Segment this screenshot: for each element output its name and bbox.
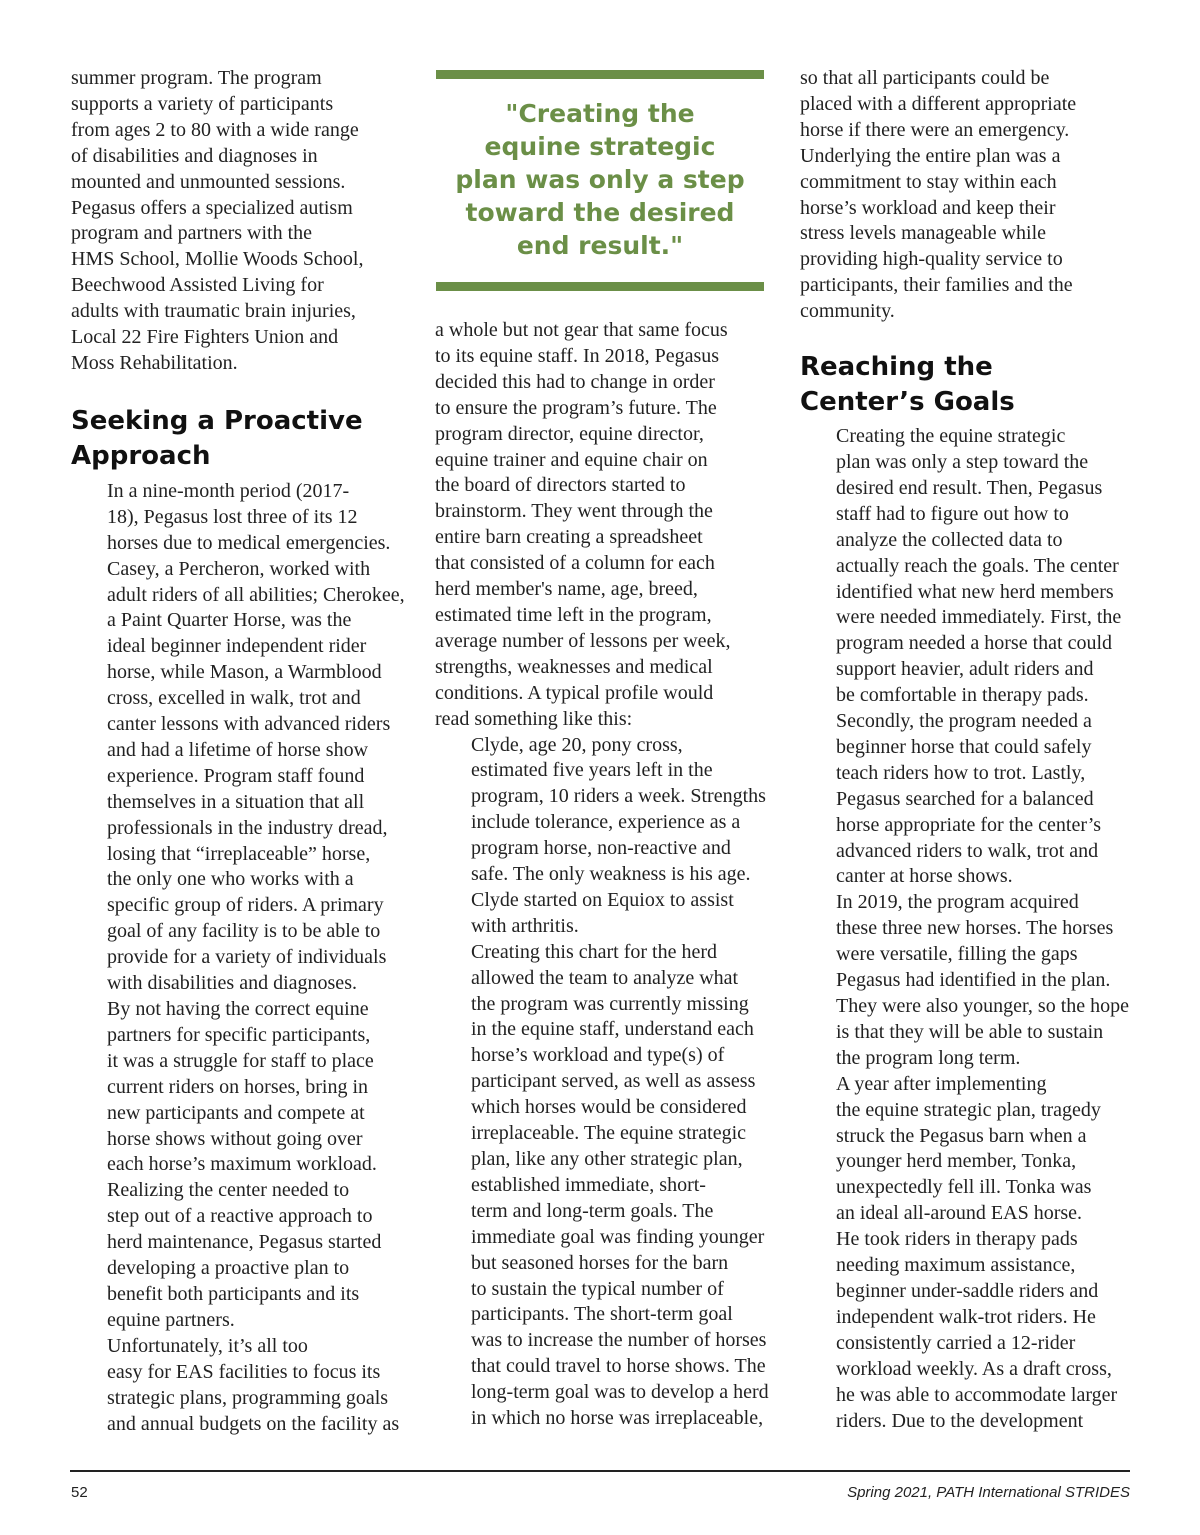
text-line: read something like this: — [435, 707, 633, 730]
text-line: to its equine staff. In 2018, Pegasus — [435, 344, 720, 367]
text-line: providing high-quality service to — [800, 248, 1063, 271]
text-line: and had a lifetime of horse show — [107, 738, 369, 761]
text-line: term and long-term goals. The — [471, 1199, 714, 1222]
text-line: estimated five years left in the — [471, 759, 713, 782]
text-line: program horse, non-reactive and — [471, 837, 731, 860]
text-line: allowed the team to analyze what — [471, 966, 739, 989]
text-line: partners for specific participants, — [107, 1023, 371, 1046]
text-line: Center’s Goals — [800, 387, 1015, 418]
text-line: plan was only a step — [455, 165, 745, 194]
text-line: Underlying the entire plan was a — [800, 144, 1061, 167]
text-line: They were also younger, so the hope — [836, 995, 1129, 1017]
text-line: participant served, as well as assess — [471, 1070, 756, 1093]
text-line: actually reach the goals. The center — [836, 554, 1119, 577]
text-line: it was a struggle for staff to place — [107, 1049, 374, 1072]
text-line: horse shows without going over — [107, 1127, 363, 1150]
text-line: with arthritis. — [471, 914, 579, 937]
section-heading-reaching-goals — [800, 350, 1140, 420]
text-line: program, 10 riders a week. Strengths — [471, 785, 766, 808]
text-line: community. — [800, 300, 895, 323]
text-line: average number of lessons per week, — [435, 629, 731, 652]
text-line: Secondly, the program needed a — [836, 710, 1092, 733]
text-line: staff had to figure out how to — [836, 502, 1069, 525]
text-line: were needed immediately. First, the — [836, 606, 1122, 629]
pullquote — [436, 97, 764, 262]
text-line: stress levels manageable while — [800, 222, 1047, 245]
text-line: specific group of riders. A primary — [107, 894, 384, 917]
text-line: mounted and unmounted sessions. — [71, 170, 346, 193]
page-number: 52 — [71, 1484, 88, 1501]
text-line: these three new horses. The horses — [836, 917, 1114, 940]
text-line: analyze the collected data to — [836, 528, 1063, 551]
text-line: the only one who works with a — [107, 868, 354, 891]
text-line: Clyde, age 20, pony cross, — [471, 733, 683, 756]
text-line: equine partners. — [107, 1308, 235, 1331]
text-line: cross, excelled in walk, trot and — [107, 687, 361, 710]
text-line: in the equine staff, understand each — [471, 1018, 754, 1041]
text-line: horses due to medical emergencies. — [107, 531, 391, 554]
paragraph — [800, 890, 1140, 1071]
text-line: consistently carried a 12-rider — [836, 1331, 1076, 1354]
text-line: Moss Rehabilitation. — [71, 351, 238, 374]
text-line: of disabilities and diagnoses in — [71, 144, 318, 167]
text-line: which horses would be considered — [471, 1096, 747, 1119]
text-line: Pegasus searched for a balanced — [836, 787, 1094, 810]
footer-rule — [70, 1470, 1130, 1472]
text-line: canter lessons with advanced riders — [107, 713, 391, 736]
text-line: that could travel to horse shows. The — [471, 1355, 766, 1378]
text-line: support heavier, adult riders and — [836, 658, 1094, 681]
text-line: entire barn creating a spreadsheet — [435, 526, 703, 549]
text-line: program and partners with the — [71, 222, 313, 245]
text-line: losing that “irreplaceable” horse, — [107, 842, 371, 865]
text-line: the program was currently missing — [471, 992, 749, 1015]
text-line: workload weekly. As a draft cross, — [836, 1357, 1112, 1380]
text-line: adults with traumatic brain injuries, — [71, 300, 356, 323]
text-line: conditions. A typical profile would — [435, 681, 714, 704]
text-line: include tolerance, experience as a — [471, 811, 741, 834]
text-line: needing maximum assistance, — [836, 1254, 1076, 1277]
article-column-3 — [800, 66, 1140, 1434]
text-line: Reaching the — [800, 352, 993, 383]
text-line: is that they will be able to sustain — [836, 1020, 1104, 1043]
text-line: immediate goal was finding younger — [471, 1225, 765, 1248]
text-line: established immediate, short- — [471, 1173, 706, 1196]
text-line: Pegasus offers a specialized autism — [71, 196, 353, 219]
text-line: participants. The short-term goal — [471, 1303, 733, 1326]
text-line: strengths, weaknesses and medical — [435, 655, 713, 678]
text-line: Clyde started on Equiox to assist — [471, 888, 734, 911]
paragraph — [71, 1334, 411, 1438]
paragraph — [435, 940, 775, 1432]
text-line: current riders on horses, bring in — [107, 1075, 369, 1098]
text-line: ideal beginner independent rider — [107, 635, 367, 658]
text-line: new participants and compete at — [107, 1101, 365, 1124]
text-line: to ensure the program’s future. The — [435, 396, 717, 419]
issue-credit: Spring 2021, PATH International STRIDES — [847, 1484, 1130, 1501]
text-line: Creating this chart for the herd — [471, 940, 718, 963]
text-line: horse’s workload and type(s) of — [471, 1044, 725, 1067]
text-line: but seasoned horses for the barn — [471, 1251, 729, 1274]
text-line: 18), Pegasus lost three of its 12 — [107, 505, 358, 528]
text-line: herd maintenance, Pegasus started — [107, 1231, 382, 1254]
text-line: benefit both participants and its — [107, 1282, 360, 1305]
text-line: was to increase the number of horses — [471, 1329, 767, 1352]
text-line: A year after implementing — [836, 1072, 1047, 1095]
text-line: that consisted of a column for each — [435, 552, 715, 575]
text-line: from ages 2 to 80 with a wide range — [71, 118, 359, 141]
text-line: strategic plans, programming goals — [107, 1386, 389, 1409]
text-line: beginner horse that could safely — [836, 735, 1092, 758]
article-column-2 — [435, 318, 775, 1432]
text-line: program needed a horse that could — [836, 632, 1113, 655]
text-line: Seeking a Proactive — [71, 405, 363, 436]
text-line: experience. Program staff found — [107, 764, 365, 787]
text-line: Casey, a Percheron, worked with — [107, 557, 371, 580]
text-line: He took riders in therapy pads — [836, 1228, 1078, 1251]
paragraph — [800, 1072, 1140, 1435]
text-line: step out of a reactive approach to — [107, 1205, 373, 1228]
text-line: Local 22 Fire Fighters Union and — [71, 326, 339, 349]
text-line: teach riders how to trot. Lastly, — [836, 761, 1086, 784]
text-line: each horse’s maximum workload. — [107, 1153, 377, 1176]
paragraph-profile-example — [435, 733, 775, 940]
text-line: Unfortunately, it’s all too — [107, 1334, 308, 1357]
text-line: brainstorm. They went through the — [435, 500, 713, 523]
text-line: HMS School, Mollie Woods School, — [71, 248, 364, 271]
text-line: a whole but not gear that same focus — [435, 319, 728, 341]
text-line: end result." — [516, 231, 684, 260]
text-line: so that all participants could be — [800, 67, 1050, 89]
text-line: he was able to accommodate larger — [836, 1383, 1118, 1406]
text-line: were versatile, filling the gaps — [836, 943, 1078, 966]
text-line: in which no horse was irreplaceable, — [471, 1407, 764, 1430]
text-line: In a nine-month period (2017- — [107, 479, 350, 502]
text-line: herd member's name, age, breed, — [435, 578, 698, 601]
text-line: horse if there were an emergency. — [800, 118, 1070, 141]
text-line: professionals in the industry dread, — [107, 816, 388, 839]
text-line: beginner under-saddle riders and — [836, 1279, 1099, 1302]
text-line: goal of any facility is to be able to — [107, 920, 381, 943]
text-line: unexpectedly fell ill. Tonka was — [836, 1176, 1092, 1199]
paragraph — [71, 479, 411, 1334]
paragraph-intro — [800, 66, 1140, 325]
text-line: to sustain the typical number of — [471, 1277, 724, 1300]
text-line: horse’s workload and keep their — [800, 196, 1056, 219]
text-line: identified what new herd members — [836, 580, 1114, 603]
text-line: Approach — [71, 440, 211, 471]
text-line: toward the desired — [465, 198, 735, 227]
text-line: Pegasus had identified in the plan. — [836, 969, 1111, 992]
text-line: developing a proactive plan to — [107, 1257, 350, 1280]
text-line: supports a variety of participants — [71, 92, 334, 115]
text-line: summer program. The program — [71, 67, 322, 89]
text-line: riders. Due to the development — [836, 1409, 1084, 1432]
text-line: struck the Pegasus barn when a — [836, 1124, 1087, 1147]
text-line: Realizing the center needed to — [107, 1179, 350, 1202]
text-line: participants, their families and the — [800, 274, 1073, 297]
article-column-1 — [71, 66, 411, 1437]
text-line: Beechwood Assisted Living for — [71, 274, 324, 297]
text-line: provide for a variety of individuals — [107, 946, 387, 969]
text-line: the equine strategic plan, tragedy — [836, 1098, 1101, 1121]
text-line: long-term goal was to develop a herd — [471, 1381, 769, 1404]
text-line: the program long term. — [836, 1046, 1021, 1069]
text-line: adult riders of all abilities; Cherokee, — [107, 583, 405, 606]
text-line: horse, while Mason, a Warmblood — [107, 661, 382, 684]
text-line: By not having the correct equine — [107, 998, 369, 1020]
section-heading-proactive-approach — [71, 404, 411, 474]
pullquote-bottom-rule — [436, 282, 764, 291]
text-line: with disabilities and diagnoses. — [107, 972, 357, 995]
text-line: "Creating the — [505, 99, 695, 128]
text-line: horse appropriate for the center’s — [836, 813, 1102, 836]
paragraph — [435, 318, 775, 733]
text-line: younger herd member, Tonka, — [836, 1150, 1077, 1173]
text-line: irreplaceable. The equine strategic — [471, 1122, 747, 1145]
text-line: advanced riders to walk, trot and — [836, 839, 1099, 862]
text-line: Creating the equine strategic — [836, 425, 1066, 448]
paragraph-intro — [71, 66, 411, 377]
text-line: plan, like any other strategic plan, — [471, 1148, 743, 1170]
text-line: be comfortable in therapy pads. — [836, 684, 1089, 707]
text-line: decided this had to change in order — [435, 370, 715, 393]
text-line: easy for EAS facilities to focus its — [107, 1360, 381, 1383]
text-line: program director, equine director, — [435, 422, 704, 445]
text-line: plan was only a step toward the — [836, 450, 1089, 473]
text-line: themselves in a situation that all — [107, 790, 365, 813]
text-line: an ideal all-around EAS horse. — [836, 1202, 1083, 1225]
paragraph — [800, 424, 1140, 890]
text-line: equine strategic — [484, 132, 716, 161]
text-line: estimated time left in the program, — [435, 603, 712, 626]
text-line: a Paint Quarter Horse, was the — [107, 609, 352, 632]
text-line: placed with a different appropriate — [800, 92, 1077, 115]
text-line: In 2019, the program acquired — [836, 891, 1079, 914]
text-line: equine trainer and equine chair on — [435, 448, 708, 471]
text-line: desired end result. Then, Pegasus — [836, 476, 1103, 499]
text-line: commitment to stay within each — [800, 170, 1057, 193]
text-line: canter at horse shows. — [836, 865, 1013, 888]
pullquote-top-rule — [436, 70, 764, 79]
text-line: the board of directors started to — [435, 474, 686, 497]
text-line: independent walk-trot riders. He — [836, 1305, 1096, 1328]
text-line: and annual budgets on the facility as — [107, 1412, 400, 1435]
text-line: safe. The only weakness is his age. — [471, 863, 751, 886]
